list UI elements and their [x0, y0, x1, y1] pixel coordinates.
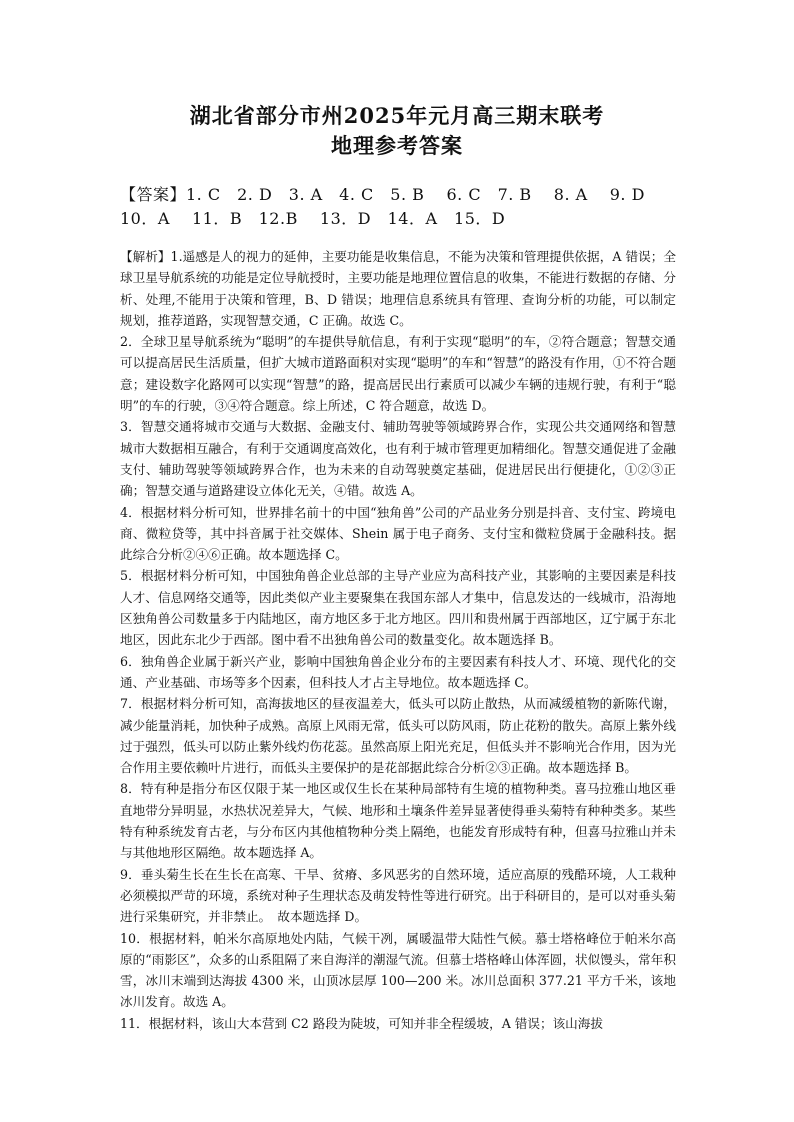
analysis-paragraph-9: 9．垂头菊生长在生长在高寒、干旱、贫瘠、多风恶劣的自然环境，适应高原的残酷环境，人工栽种必须模拟严苛的环境，系统对种子生理状态及萌发特性等进行研究。出于科研目的，是可以对垂头菊进行采集研究，并非禁止。 故本题选择 D。	[120, 866, 676, 925]
analysis-paragraph-8: 8．特有种是指分布区仅限于某一地区或仅生长在某种局部特有生境的植物种类。喜马拉雅山地区垂直地带分异明显，水热状况差异大，气候、地形和土壤条件差异显著使得垂头菊特有种种类多。某些特有种系统发育古老，与分布区内其他植物种分类上隔绝，也能发育形成特有种，但喜马拉雅山并未与其他地形区隔绝。故本题选择 A。	[120, 781, 676, 861]
analysis-paragraph-4: 4．根据材料分析可知，世界排名前十的中国“独角兽”公司的产品业务分别是抖音、支付宝、跨境电商、微粒贷等，其中抖音属于社交媒体、Shein 属于电子商务、支付宝和微粒贷属于金融科技。据此综合分析②④⑥正确。故本题选择 C。	[120, 504, 676, 563]
analysis-paragraph-10: 10．根据材料，帕米尔高原地处内陆，气候干冽，属暖温带大陆性气候。慕士塔格峰位于帕米尔高原的“雨影区”，众多的山系阻隔了来自海洋的潮湿气流。但慕士塔格峰山体浑圆，状似馒头，常年积雪，冰川末端到达海拔 4300 米，山顶冰层厚 100—200 米。冰川总面积 377.21 平方千米，该地冰川发育。故选 A。	[120, 930, 676, 1010]
answer-key-line-2: 10．A 11．B 12.B 13．D 14．A 15．D	[120, 209, 506, 228]
analysis-paragraph-2: 2．全球卫星导航系统为“聪明”的车提供导航信息，有利于实现“聪明”的车，②符合题意；智慧交通可以提高居民生活质量，但扩大城市道路面积对实现“聪明”的车和“智慧”的路没有作用，①不符合题意；建设数字化路网可以实现“智慧”的路，提高居民出行素质可以减少车辆的违规行驶，有利于“聪明”的车的行驶，③④符合题意。综上所述，C 符合题意，故选 D。	[120, 334, 676, 414]
document-title: 湖北省部分市州2025年元月高三期末联考	[189, 103, 605, 128]
analysis-paragraph-11: 11．根据材料，该山大本营到 C2 路段为陡坡，可知并非全程缓坡，A 错误；该山海拔	[120, 1015, 603, 1031]
analysis-paragraph-1: 【解析】1.遥感是人的视力的延伸，主要功能是收集信息，不能为决策和管理提供依据，A 错误；全球卫星导航系统的功能是定位导航授时，主要功能是地理位置信息的收集，不能进行数据的存储、分析、处理,不能用于决策和管理，B、D 错误；地理信息系统具有管理、查询分析的功能，可以制定规划，推荐道路，实现智慧交通，C 正确。故选 C。	[120, 249, 676, 328]
answer-key-line-1: 【答案】1. C 2. D 3. A 4. C 5. B 6. C 7. B 8. A 9. D	[120, 185, 645, 204]
analysis-paragraph-7: 7．根据材料分析可知，高海拔地区的昼夜温差大，低头可以防止散热，从而减缓植物的新陈代谢，减少能量消耗，加快种子成熟。高原上风雨无常，低头可以防风雨，防止花粉的散失。高原上紫外线过于强烈，低头可以防止紫外线灼伤花蕊。虽然高原上阳光充足，但低头并不影响光合作用，因为光合作用主要依赖叶片进行，而低头主要保护的是花部据此综合分析②③正确。故本题选择 B。	[120, 696, 676, 776]
analysis-paragraph-6: 6．独角兽企业属于新兴产业，影响中国独角兽企业分布的主要因素有科技人才、环境、现代化的交通、产业基础、市场等多个因素，但科技人才占主导地位。故本题选择 C。	[120, 653, 676, 690]
analysis-section	[120, 246, 676, 1034]
analysis-paragraph-5: 5．根据材料分析可知，中国独角兽企业总部的主导产业应为高科技产业，其影响的主要因素是科技人才、信息网络交通等，因此类似产业主要聚集在我国东部人才集中，信息发达的一线城市，沿海地区独角兽公司数量多于内陆地区，南方地区多于北方地区。四川和贵州属于西部地区，辽宁属于东北地区，因此东北少于西部。图中看不出独角兽公司的数量变化。故本题选择 B。	[120, 568, 676, 648]
document-subtitle: 地理参考答案	[331, 133, 463, 158]
analysis-paragraph-3: 3．智慧交通将城市交通与大数据、金融支付、辅助驾驶等领域跨界合作，实现公共交通网络和智慧城市大数据相互融合，有利于交通调度高效化，也有利于城市管理更加精细化。智慧交通促进了金融支付、辅助驾驶等领域跨界合作，也为未来的自动驾驶奠定基础，促进居民出行便捷化，①②③正确；智慧交通与道路建设立体化无关，④错。故选 A。	[120, 419, 676, 499]
